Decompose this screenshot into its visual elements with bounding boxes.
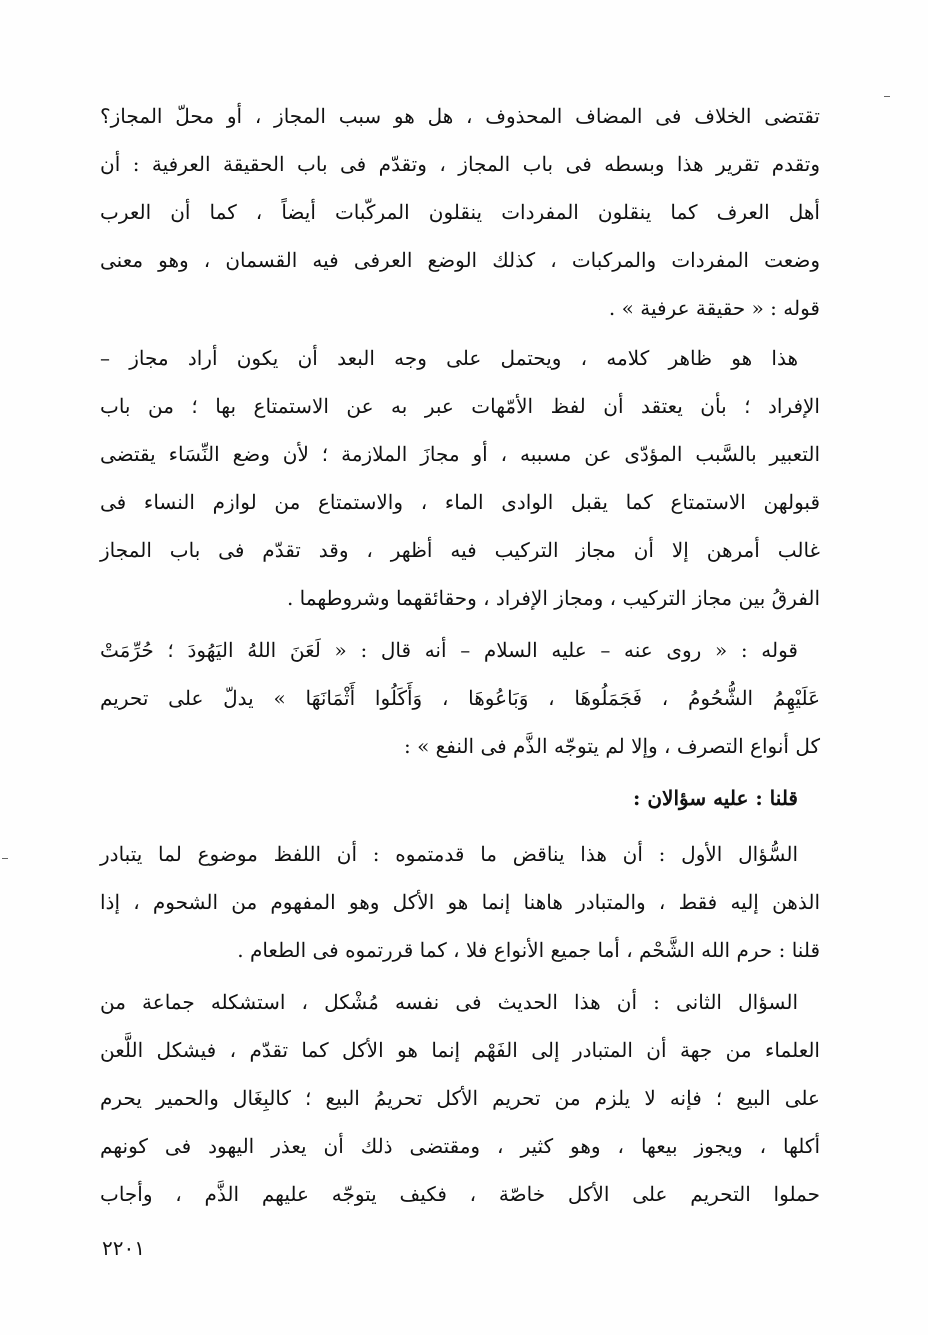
text-line: قبولهن الاستمتاع كما يقبل الوادى الماء ، والاستمتاع من لوازم النساء فى [100,490,820,514]
text-line: حملوا التحريم على الأكل خاصّة ، فكيف يتوجّه عليهم الذَّم ، وأجاب [100,1182,820,1206]
text-line: وتقدم تقرير هذا وبسطه فى باب المجاز ، وتقدّم فى باب الحقيقة العرفية : أن [100,152,820,176]
text-line: أكلها ، ويجوز بيعها ، وهو كثير ، ومقتضى ذلك أن يعذر اليهود فى كونهم [100,1134,820,1158]
text-line: قلنا : حرم الله الشَّحْم ، أما جميع الأنواع فلا ، كما قررتموه فى الطعام . [237,938,820,962]
text-line: التعبير بالسَّبب المؤدّى عن مسببه ، أو مجازَ الملازمة ؛ لأن وضع النِّسَاء يقتضى [100,442,820,466]
text-line: قلنا : عليه سؤالان : [633,786,798,810]
margin-mark [2,858,8,859]
text-line: على البيع ؛ فإنه لا يلزم من تحريم الأكل تحريمُ البيع ؛ كالبِغَال والحمير يحرم [100,1086,820,1110]
margin-mark [884,96,890,97]
text-line: أهل العرف كما ينقلون المفردات ينقلون المركّبات أيضاً ، كما أن العرب [100,200,820,224]
text-line: العلماء من جهة أن المتبادر إلى الفَهْم إنما هو الأكل كما تقدّم ، فيشكل اللَّعن [100,1038,820,1062]
text-line: هذا هو ظاهر كلامه ، ويحتمل على وجه البعد أن يكون أراد مجاز – [100,346,798,370]
text-line: الإفراد ؛ بأن يعتقد أن لفظ الأمّهات عبر به عن الاستمتاع بها ؛ من باب [100,394,820,418]
text-line: السؤال الثانى : أن هذا الحديث فى نفسه مُشْكل ، استشكله جماعة من [100,990,798,1014]
text-line: السُّؤال الأول : أن هذا يناقض ما قدمتموه : أن اللفظ موضوع لما يتبادر [100,842,798,866]
text-line: تقتضى الخلاف فى المضاف المحذوف ، هل هو سبب المجاز ، أو محلّ المجاز؟ [100,104,820,128]
text-line: وضعت المفردات والمركبات ، كذلك الوضع العرفى فيه القسمان ، وهو معنى [100,248,821,272]
text-line: الذهن إليه فقط ، والمتبادر هاهنا إنما هو الأكل وهو المفهوم من الشحوم ، إذا [100,890,820,914]
text-line: الفرقُ بين مجاز التركيب ، ومجاز الإفراد ، وحقائقهما وشروطهما . [286,586,820,610]
text-line: كل أنواع التصرف ، وإلا لم يتوجّه الذَّم فى النفع » : [403,734,820,758]
page-number: ٢٢٠١ [102,1236,145,1260]
text-line: قوله : « حقيقة عرفية » . [608,296,820,320]
text-line: غالب أمرهن إلا أن مجاز التركيب فيه أظهر ، وقد تقدّم فى باب المجاز [100,538,820,562]
text-line: قوله : « روى عنه – عليه السلام – أنه قال : « لَعَنَ اللهُ اليَهُودَ ؛ حُرِّمَتْ [100,638,798,662]
text-line: عَلَيْهِمُ الشُّحُومُ ، فَجَمَلُوهَا ، وَبَاعُوهَا ، وَأَكَلُوا أَثْمَانَهَا » يدلّ على تحريم [100,686,820,710]
